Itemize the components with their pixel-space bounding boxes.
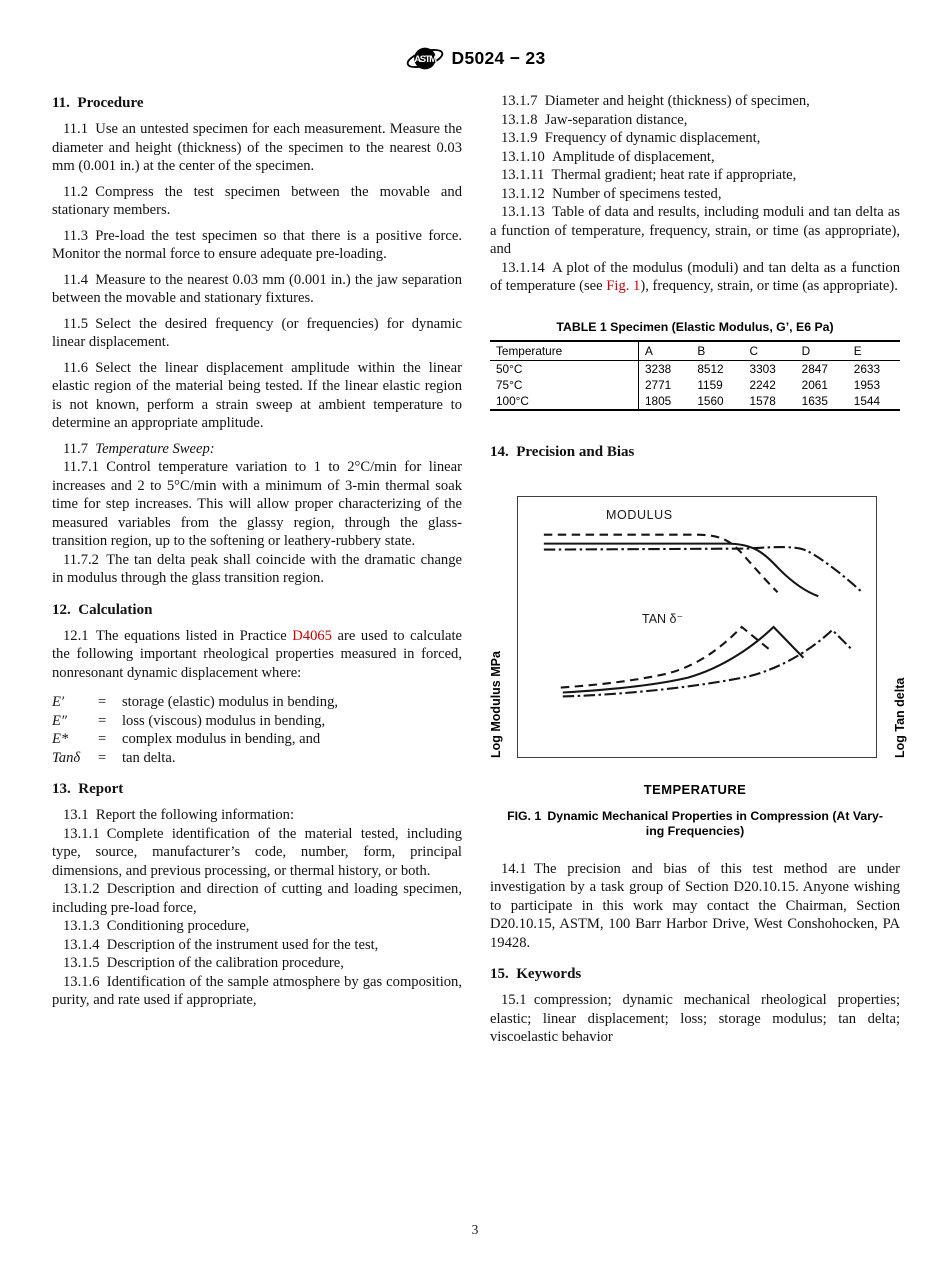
clause-13-1-12: 13.1.12 Number of specimens tested, [501,185,722,202]
cell: 1953 [853,377,881,392]
clause-13-1-5: 13.1.5 Description of the calibration procedure, [63,955,344,971]
clause-11-7 [52,440,462,459]
cell: 50°C [490,360,639,377]
cell: 1560 [697,393,724,408]
figure-1 [489,496,907,760]
clause-12-1-text-after: are used to calculate the following important rheological properties measured in forced, nonresonant dynamic displacement where: [52,627,463,681]
definition-row [52,712,462,731]
astm-logo [405,44,445,73]
col-header-temperature: Temperature [490,341,639,361]
definition-text: loss (viscous) modulus in bending, [122,712,326,729]
clause-15-1: 15.1 compression; dynamic mechanical rheological properties; elastic; linear displacement; loss; storage modulus; tan delta; viscoelastic behavior [490,992,900,1045]
modulus-curve-dashdot [544,547,862,592]
right-column [489,92,907,1047]
figure-x-axis-label: TEMPERATURE [643,781,747,797]
clause-11-5: 11.5 Select the desired frequency (or frequencies) for dynamic linear displacement. [52,315,462,350]
link-d4065[interactable]: D4065 [292,627,332,644]
symbol-e-prime: E′ [52,694,65,710]
cell: 2771 [645,377,672,392]
clause-11-7-number: 11.7 [63,440,96,457]
table-row [490,393,900,410]
clause-13-1-14-text: 13.1.14 A plot of the modulus (moduli) and tan delta as a function of temperature (see [490,259,900,294]
tan-delta-curve-dashdot [563,629,852,695]
clause-13-1-1: 13.1.1 Complete identification of the material tested, including type, source, manufacturer’s code, number, form, principal dimensions, and previous processing, or thermal history, or both. [52,825,462,879]
clause-13-1-6: 13.1.6 Identification of the sample atmosphere by gas composition, purity, and rate used if appropriate, [52,973,462,1008]
table-1-title: TABLE 1 Specimen (Elastic Modulus, G’, E6 Pa) [556,319,834,334]
equals-sign: = [98,712,107,729]
clause-11-4: 11.4 Measure to the nearest 0.03 mm (0.001 in.) the jaw separation between the movable and stationary fixtures. [52,271,462,306]
clause-12-1-text: 12.1 The equations listed in Practice [63,627,293,644]
cell: 1159 [697,377,723,392]
cell: 75°C [490,377,639,393]
page-body [52,92,907,1047]
definition-list [52,693,462,767]
link-fig-1[interactable]: Fig. 1 [606,278,641,294]
heading-keywords: 15. Keywords [490,966,582,982]
cell: 8512 [697,361,724,376]
clause-11-7-2: 11.7.2 The tan delta peak shall coincide with the dramatic change in modulus through the glass transition region. [52,551,462,586]
definition-text: complex modulus in bending, and [122,731,321,747]
astm-logo-text: ASTM [413,54,436,66]
clause-13-1-9: 13.1.9 Frequency of dynamic displacement, [501,130,761,146]
table-row [490,360,900,377]
tan-delta-curve-solid [563,627,804,692]
clause-13-1-14-text-after: ), frequency, strain, or time (as appropriate). [640,278,898,294]
clause-11-7-title: Temperature Sweep: [95,440,215,457]
clause-14-1: 14.1 The precision and bias of this test method are under investigation by a task group of Section D20.10.15. Anyone wishing to participate in this work may contact the Chairman, Section D20.10.15, ASTM, 100 Barr Harbor Drive, West Conshohocken, PA 19428. [490,860,900,951]
doc-code: D5024 − 23 [451,48,546,68]
clause-13-1-4: 13.1.4 Description of the instrument used for the test, [63,936,379,953]
clause-11-6: 11.6 Select the linear displacement amplitude within the linear elastic region of the material being tested. If the linear elastic region is not known, perform a strain sweep at ambient temperature to determine an appropriate amplitude. [52,359,462,431]
heading-calculation: 12. Calculation [52,601,153,618]
tan-delta-series-label: TAN δ⁻ [642,611,684,626]
figure-1-caption [490,809,900,840]
heading-procedure: 11. Procedure [52,95,144,111]
clause-13-1-11: 13.1.11 Thermal gradient; heat rate if appropriate, [501,167,797,183]
table-row [490,377,900,393]
modulus-curve-solid [544,543,818,596]
definition-row [52,749,462,768]
cell: 1635 [801,393,828,408]
equals-sign: = [98,749,107,766]
clause-11-7-1: 11.7.1 Control temperature variation to 1 to 2°C/min for linear increases and 2 to 5°C/min with a minimum of 3-min thermal soak time for step increases. This will allow proper characterizing of the measured variables from the glassy region, through the glass-transition region, up to the softening or leathery-rubbery state. [52,459,462,549]
clause-12-1 [52,627,462,683]
figure-curves [518,497,876,757]
cell: 1578 [749,393,776,408]
clause-11-3: 11.3 Pre-load the test specimen so that there is a positive force. Monitor the normal force to ensure adequate pre-loading. [52,227,462,262]
definition-row [52,693,462,712]
cell: 3303 [749,361,776,376]
page-number: 3 [471,1222,479,1237]
modulus-series-label: MODULUS [606,507,673,522]
clause-13-1-10: 13.1.10 Amplitude of displacement, [501,148,715,165]
symbol-e-double-prime: E″ [52,712,67,729]
figure-1-caption-line2: ing Frequencies) [645,824,745,838]
col-header-c: C [744,341,796,361]
figure-y-axis-label-left: Log Modulus MPa [489,650,503,758]
clause-13-1: 13.1 Report the following information: [63,807,295,823]
col-header-a: A [639,341,692,361]
cell: 100°C [490,393,639,410]
cell: 2847 [801,361,828,376]
heading-report: 13. Report [52,781,124,797]
clause-11-2: 11.2 Compress the test specimen between the movable and stationary members. [52,183,462,218]
cell: 2633 [853,361,881,376]
cell: 2061 [801,377,828,392]
left-column [52,92,462,1047]
clause-13-1-7: 13.1.7 Diameter and height (thickness) of specimen, [501,93,810,109]
clause-11-1: 11.1 Use an untested specimen for each measurement. Measure the diameter and height (thickness) of the specimen to the nearest 0.03 mm (0.001 in.) at the center of the specimen. [52,121,462,174]
clause-13-1-3: 13.1.3 Conditioning procedure, [63,918,250,934]
table-1-block [490,320,900,411]
col-header-e: E [848,341,900,361]
clause-13-1-14 [490,259,900,296]
table-1 [490,340,900,411]
definition-text: storage (elastic) modulus in bending, [122,694,339,710]
definition-text: tan delta. [122,749,176,766]
clause-13-1-2: 13.1.2 Description and direction of cutting and loading specimen, including pre-load force, [52,881,462,916]
page-header [0,44,950,73]
definition-row [52,730,462,749]
equals-sign: = [98,731,107,747]
heading-precision-and-bias: 14. Precision and Bias [490,443,635,460]
col-header-b: B [691,341,743,361]
clause-13-1-8: 13.1.8 Jaw-separation distance, [501,111,688,128]
symbol-e-star: E* [52,731,69,747]
figure-plot-area [517,496,877,758]
col-header-d: D [796,341,848,361]
cell: 3238 [645,361,672,376]
figure-y-axis-label-right: Log Tan delta [893,677,907,758]
clause-13-1-13: 13.1.13 Table of data and results, including moduli and tan delta as a function of temperature, frequency, strain, or time (as appropriate), and [490,204,900,257]
symbol-tan-delta: Tanδ [52,749,81,766]
table-header-row [490,341,900,361]
figure-1-caption-line1: FIG. 1 Dynamic Mechanical Properties in Compression (At Vary- [507,808,883,823]
cell: 2242 [749,377,776,392]
equals-sign: = [98,694,107,710]
cell: 1544 [853,393,881,408]
cell: 1805 [645,393,672,408]
